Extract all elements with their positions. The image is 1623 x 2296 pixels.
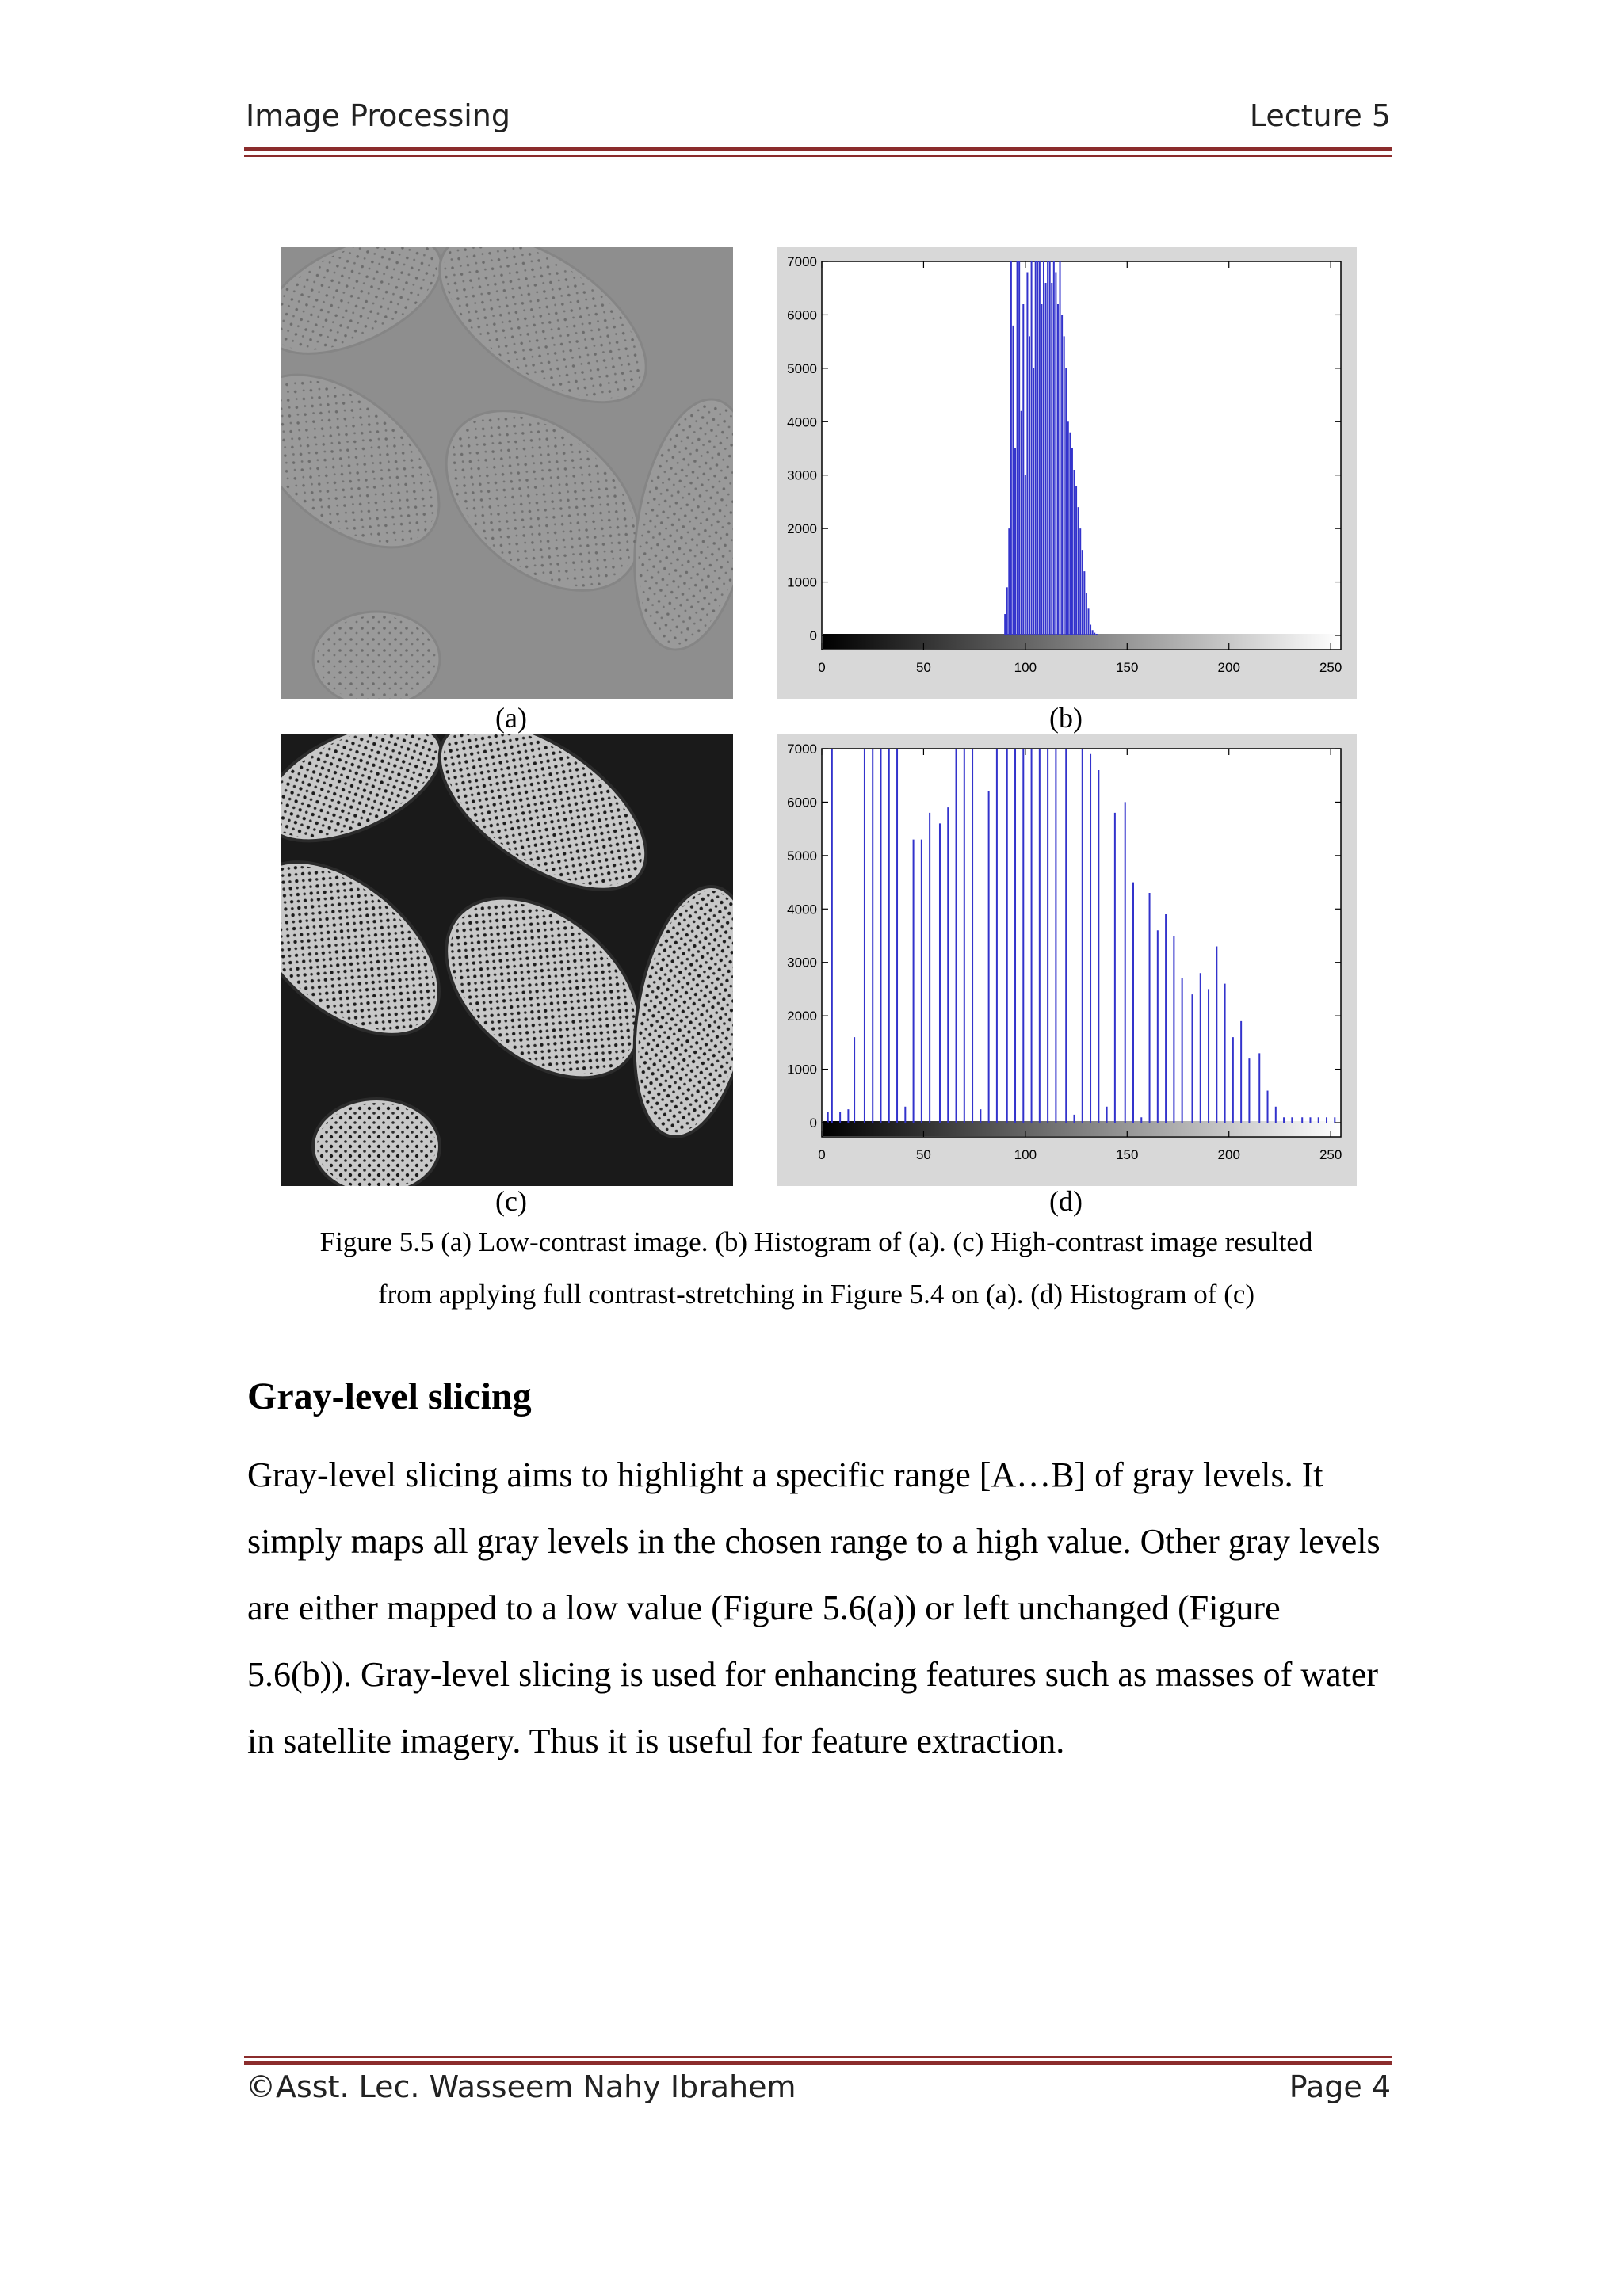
figure-caption-line-1: Figure 5.5 (a) Low-contrast image. (b) Histogram of (a). (c) High-contrast image resulted bbox=[319, 1226, 1313, 1257]
hist-d-xtick-label: 50 bbox=[915, 1147, 931, 1162]
hist-d-ytick-label: 3000 bbox=[787, 955, 817, 971]
image-low-contrast bbox=[281, 247, 733, 699]
hist-b-ytick-label: 0 bbox=[809, 628, 817, 643]
hist-b-ytick-label: 3000 bbox=[787, 467, 817, 483]
hist-d-plot-area bbox=[822, 749, 1341, 1137]
hist-b-xtick-label: 150 bbox=[1116, 660, 1139, 675]
footer-rule-thin bbox=[244, 2056, 1392, 2058]
header-rule-thin bbox=[244, 155, 1392, 157]
hist-d-xtick-label: 150 bbox=[1116, 1147, 1139, 1162]
hist-d-ytick-label: 5000 bbox=[787, 848, 817, 864]
hist-d-ytick-label: 2000 bbox=[787, 1009, 817, 1024]
subfigure-label-b: (b) bbox=[1049, 702, 1083, 734]
hist-b-ytick-label: 5000 bbox=[787, 360, 817, 376]
hist-d-ytick-label: 4000 bbox=[787, 902, 817, 917]
hist-b-xtick-label: 100 bbox=[1014, 660, 1037, 675]
high-contrast-pollen-image bbox=[281, 734, 733, 1186]
histogram-b-chart bbox=[777, 247, 1357, 699]
image-high-contrast bbox=[281, 734, 733, 1186]
histogram-d bbox=[777, 734, 1357, 1186]
hist-d-xtick-label: 100 bbox=[1014, 1147, 1037, 1162]
subfigure-label-d: (d) bbox=[1049, 1185, 1083, 1217]
section-paragraph: Gray-level slicing aims to highlight a specific range [A…B] of gray levels. It simply maps all gray levels in the chosen range to a high value. Other gray levels are either mapped to a low value (Figure 5.6(a)) or left unchanged (Figure 5.6(b)). Gray-level slicing is used for enhancing features such as masses of water in satellite imagery. Thus it is useful for feature extraction. bbox=[247, 1455, 1381, 1760]
footer-rule-thick bbox=[244, 2061, 1392, 2065]
hist-b-xtick-label: 50 bbox=[915, 660, 931, 675]
section-heading: Gray-level slicing bbox=[247, 1375, 532, 1417]
hist-b-ytick-label: 6000 bbox=[787, 307, 817, 323]
hist-b-ytick-label: 1000 bbox=[787, 574, 817, 590]
hist-d-xtick-label: 250 bbox=[1319, 1147, 1342, 1162]
hist-d-ytick-label: 6000 bbox=[787, 795, 817, 810]
footer-page-number: Page 4 bbox=[1289, 2069, 1391, 2104]
hist-d-ytick-label: 1000 bbox=[787, 1062, 817, 1077]
hist-d-intensity-strip bbox=[823, 1121, 1340, 1136]
hist-b-intensity-strip bbox=[823, 634, 1340, 649]
hist-b-xtick-label: 200 bbox=[1217, 660, 1240, 675]
hist-b-ytick-label: 2000 bbox=[787, 521, 817, 537]
subfigure-label-c: (c) bbox=[495, 1185, 527, 1217]
page-footer bbox=[246, 2069, 1391, 2104]
header-rule-thick bbox=[244, 147, 1392, 151]
figure-caption-line-2: from applying full contrast-stretching in Figure 5.4 on (a). (d) Histogram of (c) bbox=[377, 1279, 1255, 1310]
hist-b-ytick-label: 4000 bbox=[787, 414, 817, 430]
footer-author: ©Asst. Lec. Wasseem Nahy Ibrahem bbox=[246, 2069, 796, 2104]
header-course-title: Image Processing bbox=[246, 98, 511, 133]
hist-d-xtick-label: 0 bbox=[818, 1147, 826, 1162]
low-contrast-pollen-image bbox=[281, 247, 733, 699]
subfigure-label-a: (a) bbox=[495, 702, 527, 734]
figure-caption bbox=[238, 1216, 1395, 1321]
hist-b-xtick-label: 250 bbox=[1319, 660, 1342, 675]
hist-b-xtick-label: 0 bbox=[818, 660, 826, 675]
hist-b-plot-area bbox=[822, 261, 1341, 650]
header-lecture-number: Lecture 5 bbox=[1249, 98, 1391, 133]
hist-d-xtick-label: 200 bbox=[1217, 1147, 1240, 1162]
page-header bbox=[246, 98, 1391, 133]
hist-d-ytick-label: 7000 bbox=[787, 742, 817, 757]
histogram-d-chart bbox=[777, 734, 1357, 1186]
hist-d-ytick-label: 0 bbox=[809, 1116, 817, 1131]
histogram-b bbox=[777, 247, 1357, 699]
hist-b-ytick-label: 7000 bbox=[787, 254, 817, 269]
section-body bbox=[247, 1442, 1392, 1775]
